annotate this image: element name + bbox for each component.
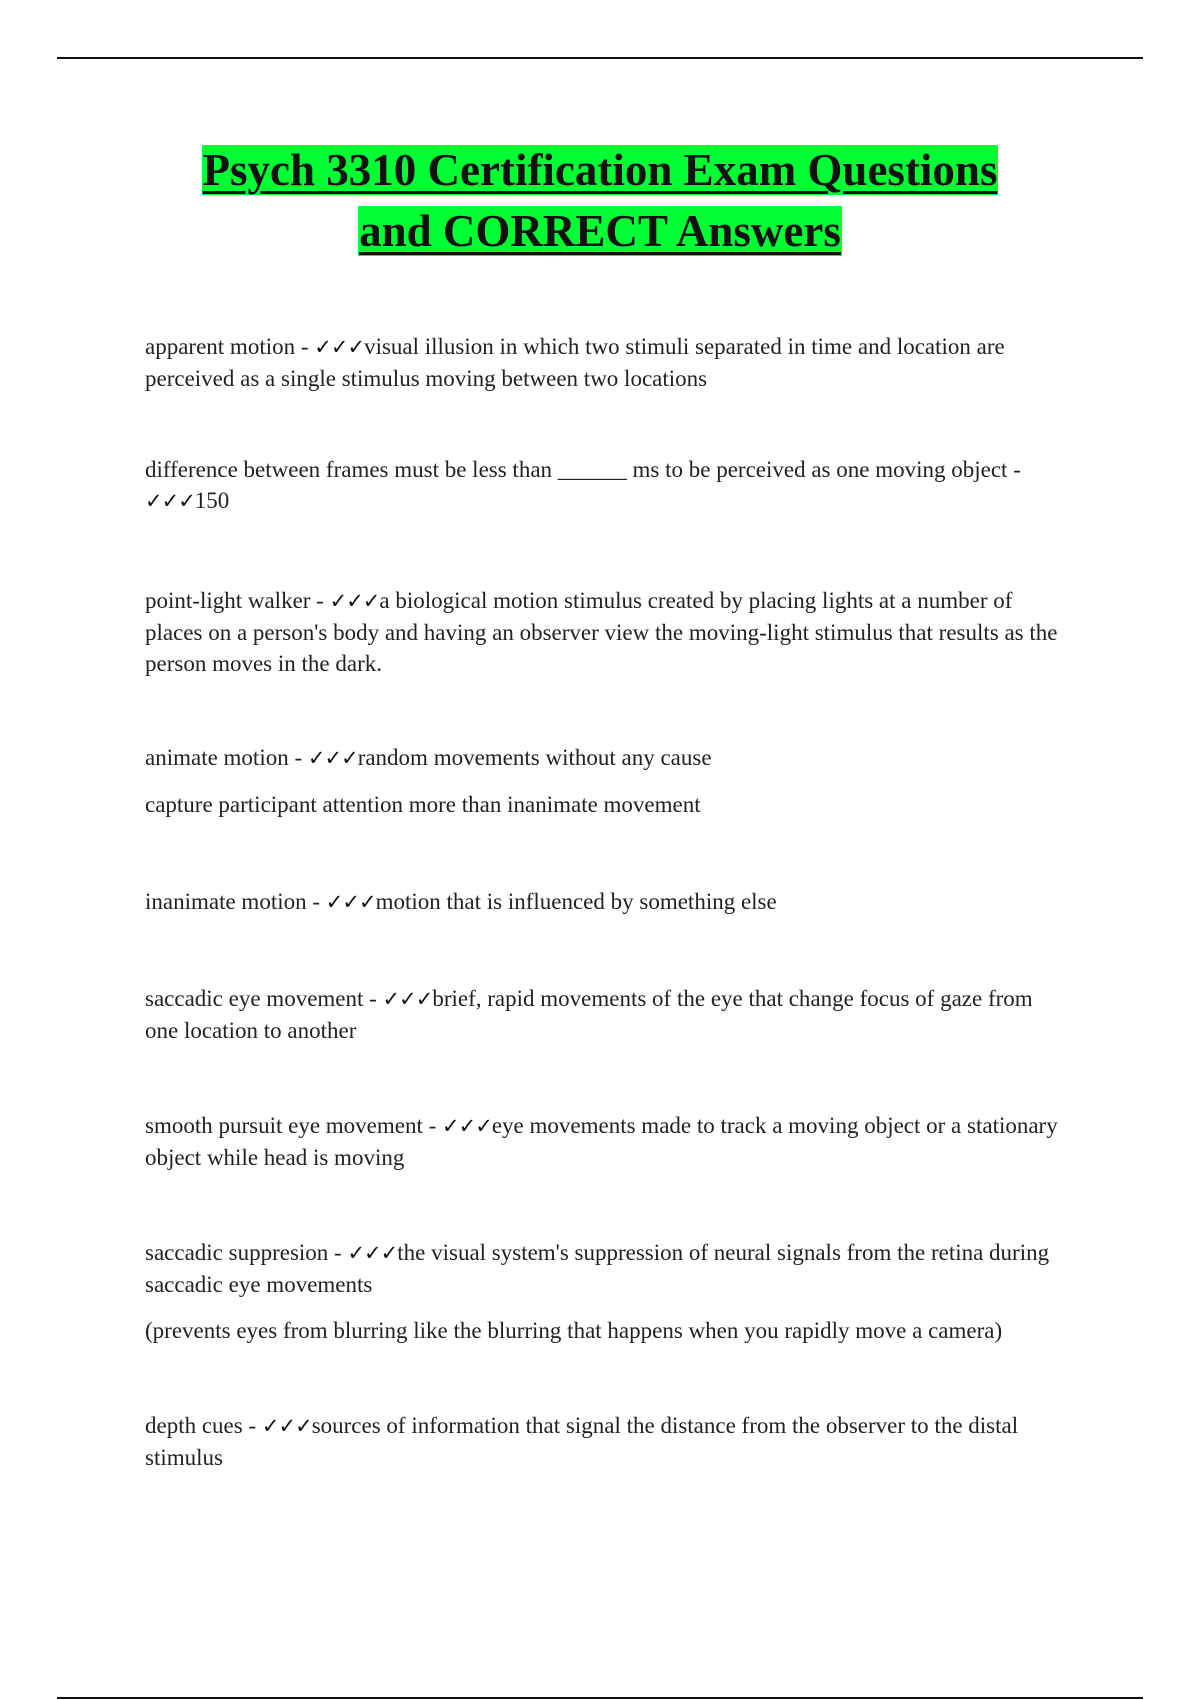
qa-definition: sources of information that signal the distance from the observer to the distal stimulus [145, 1413, 1019, 1470]
qa-term: smooth pursuit eye movement - [145, 1113, 443, 1138]
qa-text [145, 983, 1065, 1046]
top-rule [57, 57, 1143, 59]
document-title [0, 140, 1200, 262]
qa-note: capture participant attention more than inanimate movement [145, 792, 701, 817]
qa-text [145, 1410, 1065, 1473]
check-mark-icon: ✓✓✓ [261, 1414, 312, 1438]
qa-term: depth cues - [145, 1413, 262, 1438]
qa-note: (prevents eyes from blurring like the blurring that happens when you rapidly move a camera) [145, 1318, 1003, 1343]
qa-term: apparent motion - [145, 334, 315, 359]
qa-text [145, 1110, 1065, 1173]
check-mark-icon: ✓✓✓ [382, 987, 433, 1011]
qa-definition: visual illusion in which two stimuli separated in time and location are perceived as a single stimulus moving between two locations [145, 334, 1005, 391]
qa-term: difference between frames must be less than ______ ms to be perceived as one moving object - [145, 457, 1021, 482]
qa-text [145, 331, 1065, 394]
qa-entry-saccadic-eye-movement [145, 983, 1065, 1046]
qa-entry-depth-cues [145, 1410, 1065, 1473]
qa-definition: brief, rapid movements of the eye that change focus of gaze from one location to another [145, 986, 1033, 1043]
qa-entry-frame-difference [145, 454, 1065, 517]
title-line-1: Psych 3310 Certification Exam Questions [202, 145, 998, 195]
qa-entry-animate-motion [145, 742, 1065, 820]
check-mark-icon: ✓✓✓ [347, 1241, 398, 1265]
qa-term: saccadic eye movement - [145, 986, 383, 1011]
qa-definition: motion that is influenced by something else [375, 889, 777, 914]
qa-definition: eye movements made to track a moving object or a stationary object while head is moving [145, 1113, 1058, 1170]
qa-term: saccadic suppresion - [145, 1240, 348, 1265]
qa-text [145, 742, 1065, 774]
qa-entry-saccadic-suppression [145, 1237, 1065, 1346]
qa-term: animate motion - [145, 745, 308, 770]
qa-text [145, 454, 1065, 517]
qa-entry-point-light-walker [145, 585, 1065, 679]
qa-text [145, 585, 1065, 679]
check-mark-icon: ✓✓✓ [329, 589, 380, 613]
qa-definition: 150 [194, 488, 230, 513]
qa-entry-inanimate-motion [145, 886, 1065, 918]
qa-text [145, 886, 1065, 918]
qa-term: inanimate motion - [145, 889, 326, 914]
check-mark-icon: ✓✓✓ [442, 1114, 492, 1138]
qa-definition: the visual system's suppression of neural signals from the retina during saccadic eye movements [145, 1240, 1050, 1297]
check-mark-icon: ✓✓✓ [307, 746, 358, 770]
title-line-2: and CORRECT Answers [359, 206, 841, 256]
check-mark-icon: ✓✓✓ [145, 489, 195, 513]
check-mark-icon: ✓✓✓ [325, 890, 376, 914]
qa-term: point-light walker - [145, 588, 330, 613]
qa-entry-smooth-pursuit [145, 1110, 1065, 1173]
check-mark-icon: ✓✓✓ [314, 335, 365, 359]
qa-definition: random movements without any cause [357, 745, 712, 770]
qa-text [145, 1237, 1065, 1300]
qa-entry-apparent-motion [145, 331, 1065, 394]
bottom-rule [57, 1697, 1143, 1699]
qa-definition: a biological motion stimulus created by placing lights at a number of places on a person's body and having an observer view the moving-light stimulus that results as the person moves in the dark. [145, 588, 1058, 676]
